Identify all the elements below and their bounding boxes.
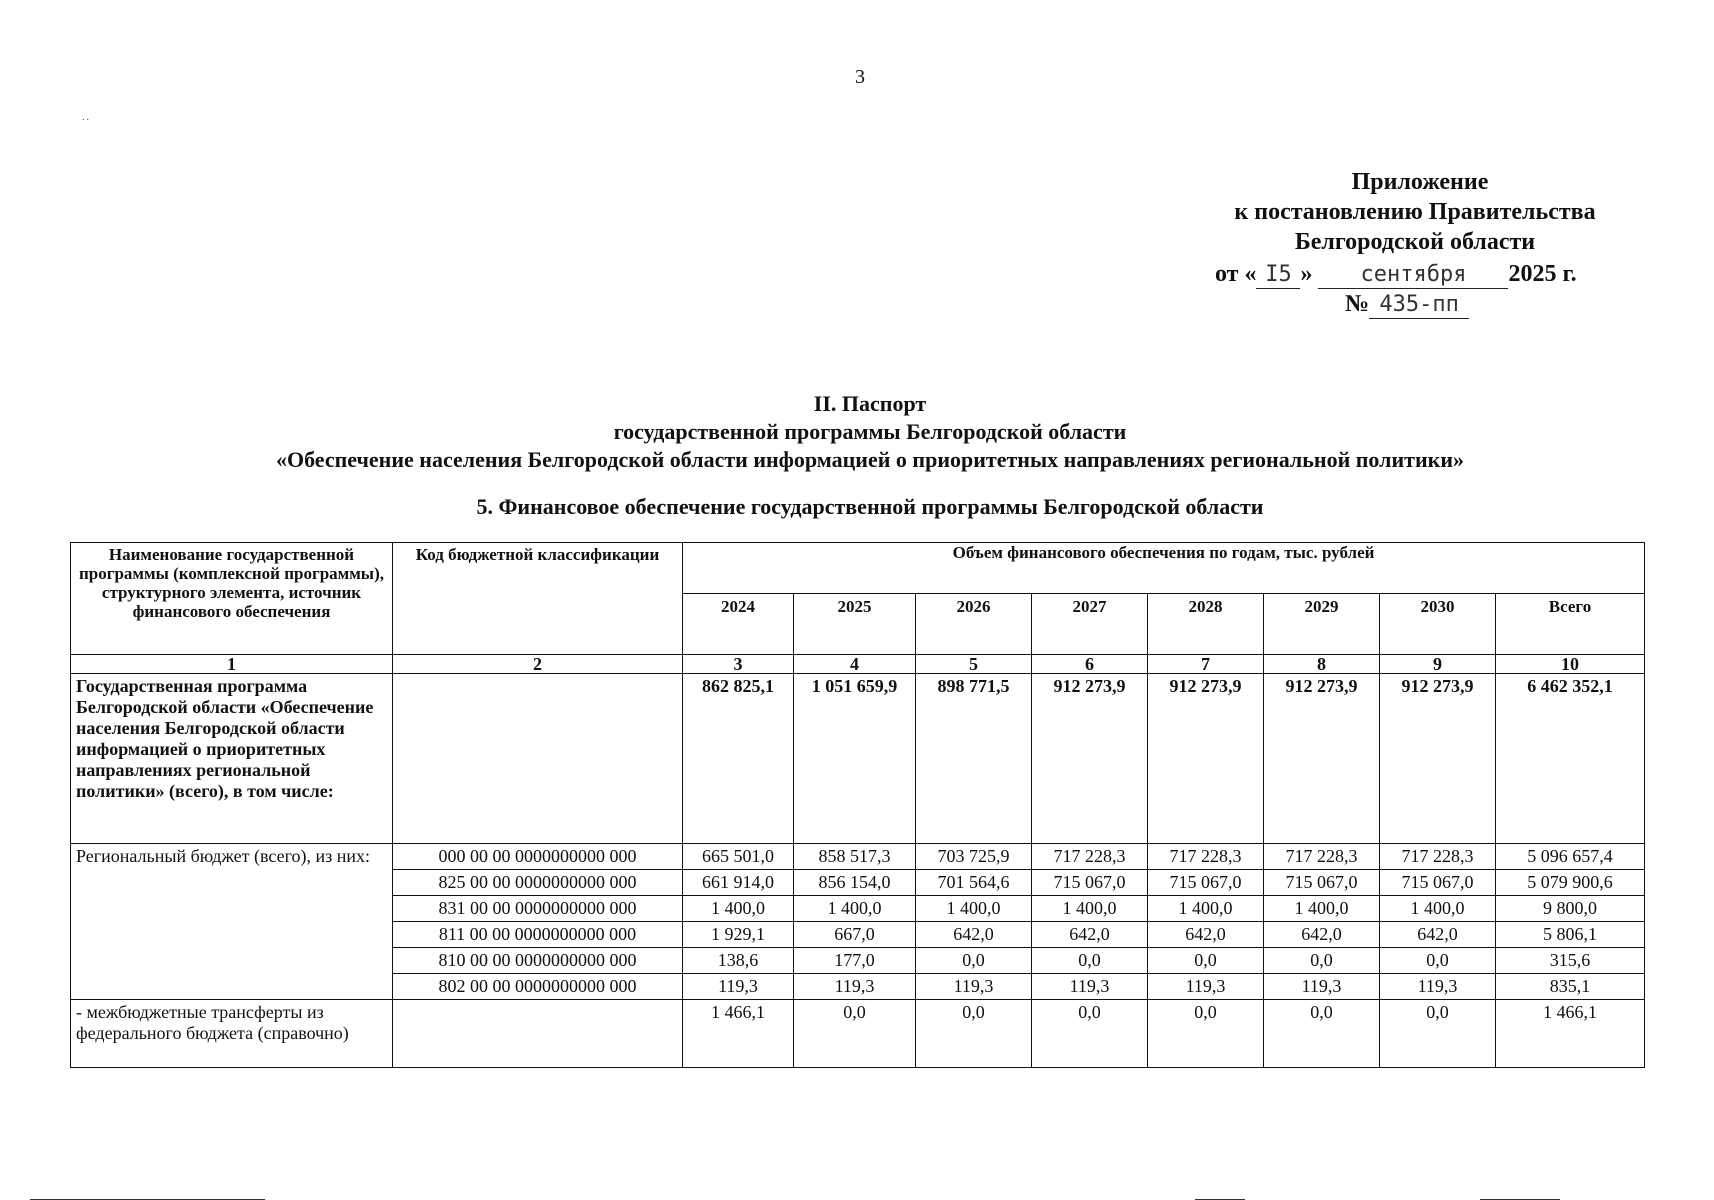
page-number: 3: [855, 66, 865, 88]
transfer-value-total: 1 466,1: [1496, 1000, 1645, 1068]
program-value-2029: 912 273,9: [1264, 674, 1380, 844]
heading-line-1: II. Паспорт: [813, 391, 927, 416]
value-cell: 119,3: [1032, 974, 1148, 1000]
program-code: [393, 674, 683, 844]
value-cell-total: 315,6: [1496, 948, 1645, 974]
value-cell: 119,3: [1264, 974, 1380, 1000]
value-cell: 1 400,0: [916, 896, 1032, 922]
value-cell: 642,0: [1380, 922, 1496, 948]
transfer-code: [393, 1000, 683, 1068]
column-number: 8: [1264, 655, 1380, 674]
column-number: 9: [1380, 655, 1496, 674]
value-cell-total: 5 096 657,4: [1496, 844, 1645, 870]
passport-heading: [60, 390, 1680, 474]
header-year-2027: 2027: [1032, 594, 1148, 655]
value-cell: 717 228,3: [1032, 844, 1148, 870]
value-cell: 717 228,3: [1264, 844, 1380, 870]
value-cell: 1 400,0: [1380, 896, 1496, 922]
value-cell: 119,3: [1380, 974, 1496, 1000]
header-code: Код бюджетной классификации: [393, 543, 683, 655]
transfer-value-2030: 0,0: [1380, 1000, 1496, 1068]
heading-line-3: «Обеспечение населения Белгородской области информацией о приоритетных направлениях региональной политики»: [275, 447, 1464, 472]
column-number: 7: [1148, 655, 1264, 674]
value-cell-total: 835,1: [1496, 974, 1645, 1000]
value-cell: 119,3: [1148, 974, 1264, 1000]
transfer-value-2026: 0,0: [916, 1000, 1032, 1068]
value-cell: 667,0: [794, 922, 916, 948]
value-cell: 661 914,0: [683, 870, 794, 896]
value-cell: 119,3: [794, 974, 916, 1000]
value-cell: 715 067,0: [1264, 870, 1380, 896]
program-value-2030: 912 273,9: [1380, 674, 1496, 844]
value-cell: 1 400,0: [1032, 896, 1148, 922]
value-cell: 138,6: [683, 948, 794, 974]
column-number: 5: [916, 655, 1032, 674]
header-year-2024: 2024: [683, 594, 794, 655]
transfer-value-2027: 0,0: [1032, 1000, 1148, 1068]
header-volume: Объем финансового обеспечения по годам, тыс. рублей: [683, 543, 1645, 594]
program-value-2025: 1 051 659,9: [794, 674, 916, 844]
date-year: 2025 г.: [1508, 261, 1577, 287]
budget-code: 000 00 00 0000000000 000: [393, 844, 683, 870]
value-cell: 642,0: [1264, 922, 1380, 948]
program-value-2027: 912 273,9: [1032, 674, 1148, 844]
header-year-2030: 2030: [1380, 594, 1496, 655]
value-cell: 642,0: [916, 922, 1032, 948]
value-cell: 701 564,6: [916, 870, 1032, 896]
value-cell: 177,0: [794, 948, 916, 974]
header-year-2029: 2029: [1264, 594, 1380, 655]
header-year-2026: 2026: [916, 594, 1032, 655]
value-cell: 119,3: [916, 974, 1032, 1000]
header-year-2025: 2025: [794, 594, 916, 655]
column-number: 6: [1032, 655, 1148, 674]
value-cell: 715 067,0: [1032, 870, 1148, 896]
appendix-decree: к постановлению Правительства: [1234, 199, 1596, 225]
value-cell-total: 5 079 900,6: [1496, 870, 1645, 896]
value-cell: 717 228,3: [1148, 844, 1264, 870]
value-cell: 0,0: [916, 948, 1032, 974]
program-value-2028: 912 273,9: [1148, 674, 1264, 844]
program-value-2026: 898 771,5: [916, 674, 1032, 844]
transfer-value-2029: 0,0: [1264, 1000, 1380, 1068]
budget-code: 811 00 00 0000000000 000: [393, 922, 683, 948]
appendix-number: [1190, 289, 1640, 319]
value-cell: 715 067,0: [1380, 870, 1496, 896]
value-cell-total: 5 806,1: [1496, 922, 1645, 948]
value-cell: 717 228,3: [1380, 844, 1496, 870]
section-title: 5. Финансовое обеспечение государственной программы Белгородской области: [476, 494, 1264, 519]
column-number: 10: [1496, 655, 1645, 674]
date-mid: »: [1300, 261, 1313, 287]
header-year-2028: 2028: [1148, 594, 1264, 655]
value-cell: 703 725,9: [916, 844, 1032, 870]
value-cell: 642,0: [1148, 922, 1264, 948]
value-cell: 715 067,0: [1148, 870, 1264, 896]
appendix-block: [1190, 167, 1640, 319]
value-cell: 1 400,0: [683, 896, 794, 922]
transfer-value-2028: 0,0: [1148, 1000, 1264, 1068]
column-number: 2: [393, 655, 683, 674]
value-cell: 1 929,1: [683, 922, 794, 948]
value-cell: 1 400,0: [1148, 896, 1264, 922]
budget-code: 802 00 00 0000000000 000: [393, 974, 683, 1000]
value-cell-total: 9 800,0: [1496, 896, 1645, 922]
budget-code: 831 00 00 0000000000 000: [393, 896, 683, 922]
value-cell: 858 517,3: [794, 844, 916, 870]
date-day: I5: [1256, 262, 1300, 289]
column-number: 4: [794, 655, 916, 674]
transfer-name: - межбюджетные трансферты из федерального бюджета (справочно): [71, 1000, 393, 1068]
heading-line-2: государственной программы Белгородской области: [613, 419, 1127, 444]
appendix-date: [1190, 259, 1640, 289]
scan-mark: ..: [82, 112, 91, 123]
transfer-row: [71, 1000, 1645, 1068]
header-name: Наименование государственной программы (комплексной программы), структурного элемента, источник финансового обеспечения: [71, 543, 393, 655]
transfer-value-2025: 0,0: [794, 1000, 916, 1068]
value-cell: 0,0: [1148, 948, 1264, 974]
transfer-value-2024: 1 466,1: [683, 1000, 794, 1068]
value-cell: 642,0: [1032, 922, 1148, 948]
appendix-title: Приложение: [1351, 169, 1489, 195]
header-total: Всего: [1496, 594, 1645, 655]
value-cell: 1 400,0: [794, 896, 916, 922]
column-number: 3: [683, 655, 794, 674]
program-name: Государственная программа Белгородской области «Обеспечение населения Белгородской области информацией о приоритетных направлениях региональной политики» (всего), в том числе:: [71, 674, 393, 844]
program-total-row: [71, 674, 1645, 844]
program-value-total: 6 462 352,1: [1496, 674, 1645, 844]
date-prefix: от «: [1215, 261, 1257, 287]
program-value-2024: 862 825,1: [683, 674, 794, 844]
value-cell: 856 154,0: [794, 870, 916, 896]
value-cell: 665 501,0: [683, 844, 794, 870]
value-cell: 0,0: [1032, 948, 1148, 974]
value-cell: 0,0: [1264, 948, 1380, 974]
budget-code: 825 00 00 0000000000 000: [393, 870, 683, 896]
value-cell: 119,3: [683, 974, 794, 1000]
regional-row: [71, 844, 1645, 870]
value-cell: 0,0: [1380, 948, 1496, 974]
header-row-1: [71, 543, 1645, 594]
regional-budget-label: Региональный бюджет (всего), из них:: [71, 844, 393, 1000]
column-number: 1: [71, 655, 393, 674]
date-month: сентября: [1318, 262, 1508, 289]
decree-number: 435-пп: [1369, 292, 1469, 319]
budget-code: 810 00 00 0000000000 000: [393, 948, 683, 974]
column-number-row: [71, 655, 1645, 674]
number-label: №: [1345, 291, 1370, 317]
financing-table: [70, 542, 1645, 1068]
appendix-region: Белгородской области: [1294, 229, 1536, 255]
value-cell: 1 400,0: [1264, 896, 1380, 922]
